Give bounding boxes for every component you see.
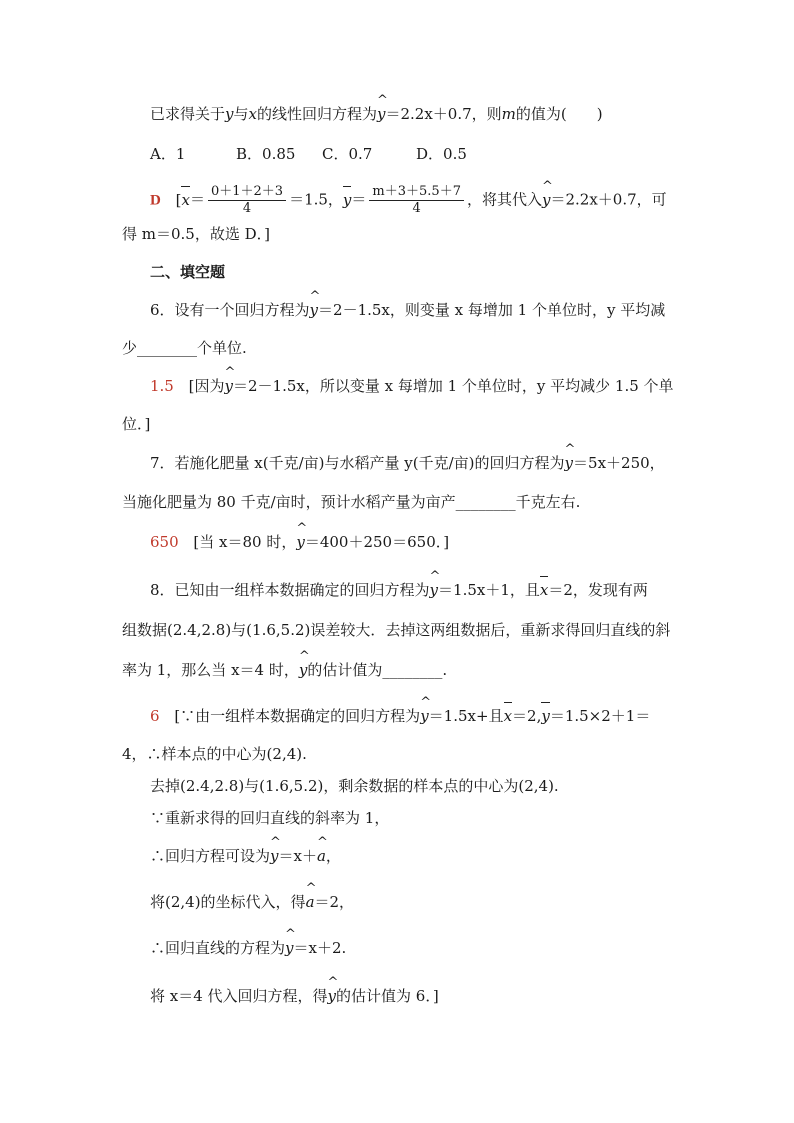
y-hat: ^ y [285,938,293,958]
q8-sol-part: ＝2, [512,707,542,725]
q8-stem-part: 8．已知由一组样本数据确定的回归方程为 [150,581,430,599]
q5-sol-part: ＝ [189,190,205,209]
q5-stem-part: 的线性回归方程为 [256,105,377,123]
q5-option-a: A．1 [150,145,186,163]
q5-stem-part: 已求得关于 [150,105,226,123]
q8-sol-part: ＝1.5×2＋1＝ [549,707,651,725]
y-hat: ^ y [270,846,278,866]
q6-stem-part: 6．设有一个回归方程为 [150,301,310,319]
q7-sol-part: [当 x＝80 时， [193,533,297,551]
y-hat: ^ y [310,300,318,320]
fraction-denominator: 4 [412,201,421,216]
q8-stem-line2: 组数据(2.4,2.8)与(1.6,5.2)误差较大．去掉这两组数据后，重新求得回归直线的斜 [122,621,671,639]
x-bar: x [181,190,190,209]
q8-solution-line6 [150,892,354,912]
q8-sol-part: 将(2,4)的坐标代入，得 [150,893,306,911]
y-hat: ^ y [420,706,428,726]
y-hat: ^ y [225,376,233,396]
q5-option-d: D．0.5 [416,145,467,163]
q8-stem-part: 率为 1，那么当 x＝4 时， [122,661,299,679]
q7-answer: 650 [150,533,179,551]
q5-fraction-y [369,184,464,217]
q8-stem [150,580,648,600]
q6-stem-part: ＝2－1.5x，则变量 x 每增加 1 个单位时，y 平均减 [318,301,666,319]
q8-stem-part: ＝1.5x＋1，且 [438,581,540,599]
var-x: x [248,105,257,123]
q7-stem [150,453,665,473]
q5-sol-part: [ [175,190,182,209]
y-hat: ^ y [299,660,307,680]
q5-stem-part: ＝2.2x＋0.7，则 [385,105,502,123]
fraction-numerator: 0＋1＋2＋3 [208,184,286,201]
q6-solution [150,376,674,396]
q5-answer: D [150,192,161,209]
y-hat: ^ y [328,986,336,1006]
q5-stem [150,104,603,124]
q8-sol-part: ∴回归方程可设为 [150,847,271,865]
q8-solution-line3: 去掉(2.4,2.8)与(1.6,5.2)，剩余数据的样本点的中心为(2,4). [150,777,559,795]
q7-sol-part: ＝400＋250＝650．] [304,533,450,551]
q5-stem-part: 与 [233,105,249,123]
q8-sol-part: ＝x＋2. [293,939,347,957]
q5-fraction-x [208,184,286,217]
q8-solution-line2: 4，∴样本点的中心为(2,4). [122,745,307,763]
q8-stem-line3 [122,660,447,680]
section-title: 二、填空题 [150,263,226,281]
q5-sol-part: ，将其代入 [466,190,542,209]
y-hat: ^ y [296,532,304,552]
q7-stem-part: ＝5x＋250， [573,454,665,472]
q6-answer: 1.5 [150,377,174,395]
q8-stem-part: ＝2，发现有两 [548,581,648,599]
q8-sol-part: ∴回归直线的方程为 [150,939,286,957]
q5-option-c: C．0.7 [322,145,373,163]
q5-sol-part: ＝1.5， [289,190,343,209]
q5-sol-part: ＝2.2x＋0.7，可 [550,190,667,209]
q8-sol-part: 将 x＝4 代入回归方程，得 [150,987,328,1005]
q8-sol-part: ＝x＋ [278,847,317,865]
var-m: m [501,105,516,123]
x-bar: x [539,581,549,599]
q7-stem-line2: 当施化肥量为 80 千克/亩时，预计水稻产量为亩产________千克左右. [122,493,581,511]
q8-solution-line8 [150,986,439,1006]
fraction-numerator: m＋3＋5.5＋7 [369,184,464,201]
q8-sol-part: ＝2， [314,893,355,911]
y-bar: y [342,190,352,209]
q6-sol-part: [因为 [188,377,225,395]
q6-solution-line2: 位．] [122,415,151,433]
q7-solution [150,532,449,552]
fraction-denominator: 4 [242,201,252,216]
q5-stem-part: 的值为( ) [515,105,603,123]
q5-option-b: B．0.85 [236,145,296,163]
q5-solution [150,184,667,217]
q5-sol-part: ＝ [351,190,367,209]
q8-stem-part: 的估计值为________. [307,661,448,679]
q8-sol-part: [∵由一组样本数据确定的回归方程为 [174,707,421,725]
y-bar: y [541,707,550,725]
y-hat: ^ y [430,580,438,600]
q7-stem-part: 7．若施化肥量 x(千克/亩)与水稻产量 y(千克/亩)的回归方程为 [150,454,565,472]
q8-solution-line5 [150,846,341,866]
var-y: y [225,105,234,123]
q6-stem-line2: 少________个单位. [122,339,247,357]
q8-solution-line7 [150,938,346,958]
y-hat: ^ y [377,104,385,124]
a-hat: ^ a [306,892,315,912]
q6-stem [150,300,665,320]
q8-solution-line4: ∵重新求得的回归直线的斜率为 1， [150,809,390,827]
a-hat: ^ a [317,846,326,866]
q8-sol-part: 的估计值为 6．] [336,987,439,1005]
x-bar: x [503,707,513,725]
q8-answer: 6 [150,707,160,725]
y-hat: ^ y [542,190,550,210]
q8-sol-part: ＝1.5x+且 [428,707,504,725]
q5-solution-line2: 得 m＝0.5，故选 D．] [122,225,270,243]
q6-sol-part: ＝2－1.5x，所以变量 x 每增加 1 个单位时，y 平均减少 1.5 个单 [232,377,674,395]
q8-solution [150,706,650,726]
y-hat: ^ y [565,453,573,473]
q8-sol-part: ， [325,847,341,865]
